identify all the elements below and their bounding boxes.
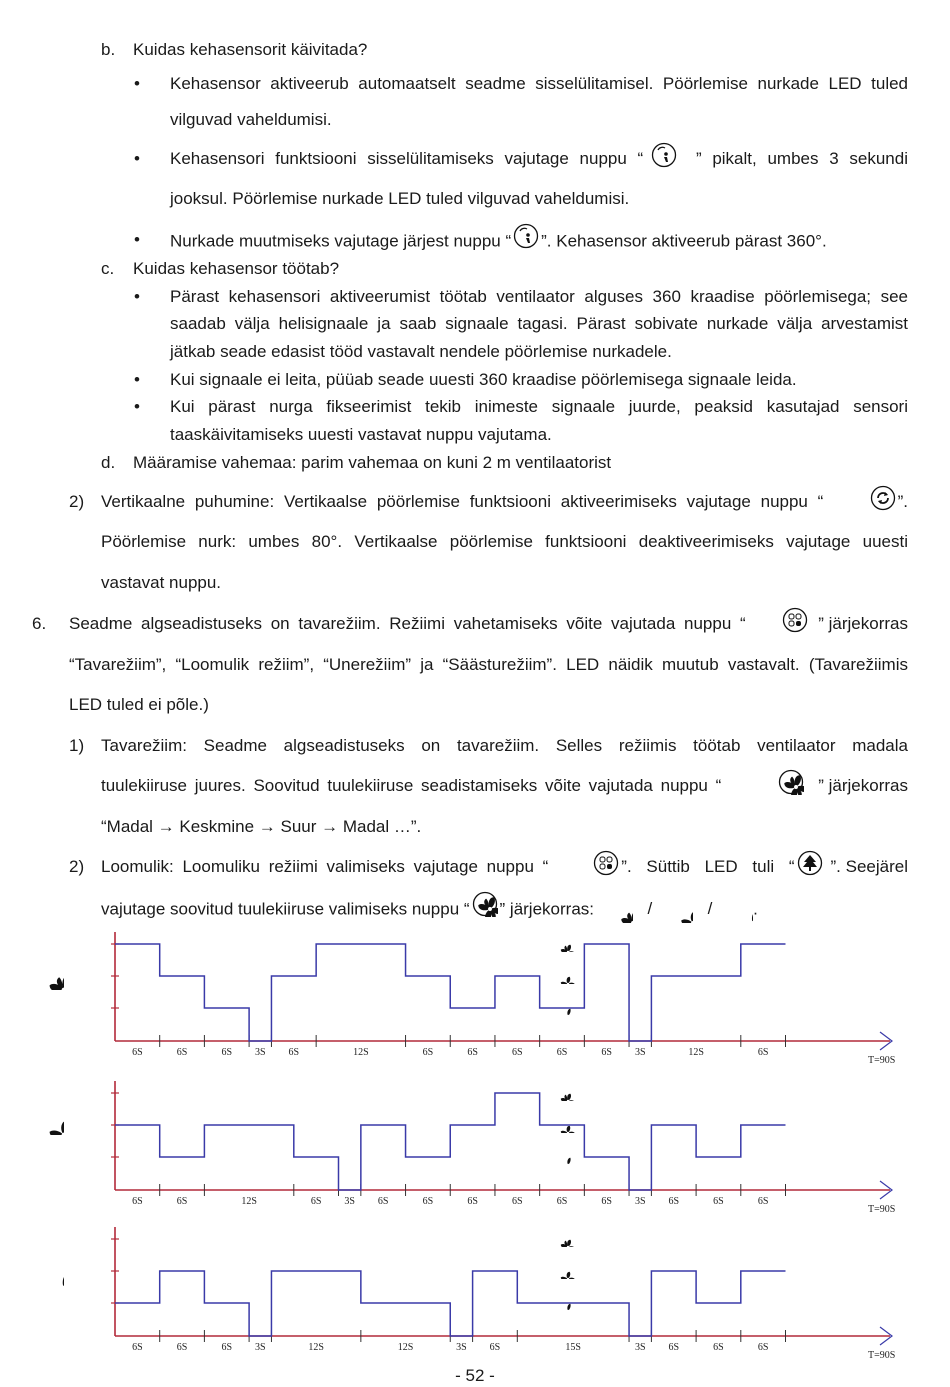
- segment-label: 6S: [601, 1196, 612, 1207]
- bullet: •: [134, 287, 140, 306]
- step-series: [115, 1093, 786, 1190]
- segment-label: 6S: [176, 1342, 188, 1353]
- segment-label: 6S: [601, 1047, 612, 1058]
- fan-low-icon: [561, 1009, 574, 1022]
- bullet: •: [134, 397, 140, 416]
- segment-label: 6S: [132, 1342, 143, 1353]
- s6-pre: Seadme algseadistuseks on tavarežiim. Režiimi vahetamiseks võite vajutada nuppu “: [69, 614, 746, 633]
- fan-high-icon: [561, 1094, 575, 1108]
- normal-post: ” järjekorras: [818, 776, 908, 795]
- item-d-label: d.: [101, 453, 116, 472]
- s6-rest: [780, 613, 908, 639]
- section-6-label: 6.: [32, 614, 47, 633]
- segment-label: 6S: [512, 1196, 523, 1207]
- chart-low-mode: [0, 1218, 950, 1364]
- natural2-post: ” järjekorras:: [499, 899, 594, 919]
- b2-line2: jooksul. Pöörlemise nurkade LED tuled vilguvad vaheldumisi.: [170, 189, 630, 208]
- segment-label: 6S: [668, 1342, 680, 1353]
- fan-speed-button-icon: [472, 891, 498, 917]
- chart-low-svg: [0, 1218, 950, 1364]
- vertical-pre: Vertikaalne puhumine: Vertikaalse pöörlemise funktsiooni aktiveerimiseks vajutage nuppu “: [101, 492, 824, 511]
- segment-label: 6S: [757, 1047, 769, 1058]
- natural-mid: ”. Süttib LED tuli “: [621, 857, 795, 876]
- natural-label: 2): [69, 857, 85, 876]
- bullet: •: [134, 370, 140, 389]
- item-d-text: Määramise vahemaa: parim vahemaa on kuni 2 m ventilaatorist: [133, 453, 612, 472]
- section-6-line1: [69, 613, 908, 639]
- segment-label: 3S: [634, 1196, 646, 1207]
- c3-line1: Kui pärast nurga fikseerimist tekib inimeste signaale juurde, peaksid kasutajad sensori: [170, 397, 908, 416]
- b2-pre: Kehasensori funktsiooni sisselülitamiseks vajutage nuppu “: [170, 149, 644, 168]
- b3-pre: Nurkade muutmiseks vajutage järjest nuppu “: [170, 231, 512, 251]
- segment-label: 6S: [467, 1047, 478, 1058]
- chart-high-svg: [0, 920, 950, 1068]
- c1-line1: Pärast kehasensori aktiveerumist töötab ventilaator alguses 360 kraadise pöörlemisega; see: [170, 287, 908, 306]
- fan-speed-button-icon: [778, 769, 804, 795]
- page-number: - 52 -: [455, 1366, 495, 1385]
- bullet: •: [134, 149, 140, 168]
- chart-medium-svg: [0, 1068, 950, 1218]
- segment-label: 6S: [132, 1196, 143, 1207]
- natural-mid-wrap: [591, 856, 908, 882]
- b3-line: [170, 229, 827, 255]
- segment-label: 6S: [176, 1196, 188, 1207]
- section-6-line3: LED tuled ei põle.): [69, 695, 209, 714]
- natural-line1: [101, 856, 908, 882]
- chart-medium-mode: [0, 1068, 950, 1218]
- item-b-label: b.: [101, 40, 116, 59]
- end-time-label: T=90S: [868, 1350, 896, 1361]
- b3-post: ”. Kehasensor aktiveerub pärast 360°.: [541, 231, 827, 251]
- natural2-pre: vajutage soovitud tuulekiiruse valimiseks nuppu “: [101, 899, 470, 919]
- swing-button-icon: [870, 485, 896, 511]
- fan-high-icon: [561, 945, 575, 959]
- fan-medium-icon: [561, 977, 575, 991]
- fan-medium-icon: [561, 1126, 575, 1140]
- b2-post: ” pikalt, umbes 3 sekundi: [695, 149, 908, 168]
- c3-line2: taaskäivitamiseks uuesti vastavat nuppu vajutama.: [170, 425, 552, 444]
- segment-label: 6S: [288, 1047, 300, 1058]
- b1-line1: Kehasensor aktiveerub automaatselt seadme sisselülitamisel. Pöörlemise nurkade LED tuled: [170, 74, 908, 93]
- normal-pre: tuulekiiruse juures. Soovitud tuulekiiruse seadistamiseks võite vajutada nuppu “: [101, 776, 722, 795]
- vertical-label: 2): [69, 492, 85, 511]
- segment-label: 3S: [634, 1047, 646, 1058]
- segment-label: 6S: [221, 1342, 233, 1353]
- segment-label: 6S: [422, 1196, 434, 1207]
- segment-label: 12S: [397, 1342, 414, 1353]
- segment-label: 6S: [668, 1196, 680, 1207]
- segment-label: 3S: [254, 1047, 266, 1058]
- segment-label: 6S: [556, 1047, 568, 1058]
- body-sensor-button-icon: [651, 142, 677, 168]
- segment-label: 6S: [221, 1047, 233, 1058]
- period: .: [753, 899, 758, 919]
- fan-low-icon: [561, 1158, 574, 1171]
- section-6-line2: “Tavarežiim”, “Loomulik režiim”, “Unerežiim” ja “Säästurežiim”. LED näidik muutub vastavalt. (Tavarežiimis: [69, 655, 908, 674]
- vertical-line3: vastavat nuppu.: [101, 573, 222, 592]
- c1-line2: saadab välja helisignaale ja saab signaale tagasi. Pärast sobivate nurkade välja arvestamist: [170, 314, 908, 333]
- vertical-icon-wrap: [868, 491, 908, 517]
- segment-label: 12S: [308, 1342, 324, 1353]
- segment-label: 6S: [489, 1342, 501, 1353]
- item-c-title: Kuidas kehasensor töötab?: [133, 259, 340, 278]
- segment-label: 12S: [688, 1047, 704, 1058]
- bullet: •: [134, 74, 140, 93]
- normal-rest: [776, 775, 908, 801]
- mode-button-icon: [593, 850, 619, 876]
- step-series: [115, 944, 786, 1041]
- vertical-line2: Pöörlemise nurk: umbes 80°. Vertikaalse pöörlemise funktsiooni deaktiveerimiseks vajutage uuesti: [101, 532, 908, 551]
- item-b-title: Kuidas kehasensorit käivitada?: [133, 40, 368, 59]
- fan-high-icon: [561, 1240, 575, 1254]
- normal-line2: [101, 775, 908, 801]
- end-time-label: T=90S: [868, 1055, 896, 1066]
- segment-label: 6S: [310, 1196, 322, 1207]
- segment-label: 6S: [132, 1047, 143, 1058]
- body-sensor-button-icon: [513, 223, 539, 249]
- vertical-post: ”.: [897, 492, 908, 511]
- segment-label: 6S: [757, 1196, 769, 1207]
- slash: /: [707, 899, 713, 919]
- segment-label: 3S: [344, 1196, 355, 1207]
- segment-label: 3S: [456, 1342, 467, 1353]
- natural-led-icon: [797, 850, 823, 876]
- normal-line1: Tavarežiim: Seadme algseadistuseks on tavarežiim. Selles režiimis töötab ventilaator madala: [101, 736, 908, 755]
- segment-label: 12S: [353, 1047, 369, 1058]
- c2-line1: Kui signaale ei leita, püüab seade uuesti 360 kraadise pöörlemisega signaale leida.: [170, 370, 797, 389]
- normal-label: 1): [69, 736, 85, 755]
- slash: /: [647, 899, 653, 919]
- mode-button-icon: [782, 607, 808, 633]
- segment-label: 3S: [634, 1342, 646, 1353]
- item-c-label: c.: [101, 259, 115, 278]
- segment-label: 6S: [467, 1196, 478, 1207]
- fan-medium-icon: [561, 1272, 575, 1286]
- s6-post: ” järjekorras: [818, 614, 908, 633]
- segment-label: 3S: [254, 1342, 266, 1353]
- natural-post: ”. Seejärel: [830, 857, 908, 876]
- segment-label: 6S: [713, 1342, 724, 1353]
- segment-label: 6S: [713, 1196, 724, 1207]
- segment-label: 6S: [556, 1196, 568, 1207]
- bullet: •: [134, 230, 140, 249]
- normal-line3: “Madal → Keskmine → Suur → Madal …”.: [101, 817, 422, 836]
- segment-label: 15S: [565, 1342, 581, 1353]
- b1-line2: vilguvad vaheldumisi.: [170, 110, 332, 129]
- segment-label: 6S: [422, 1047, 434, 1058]
- vertical-line1: [101, 491, 908, 517]
- segment-label: 6S: [512, 1047, 523, 1058]
- chart-high-mode: [0, 920, 950, 1068]
- segment-label: 6S: [757, 1342, 769, 1353]
- segment-label: 12S: [241, 1196, 257, 1207]
- c1-line3: jätkab seade edasist tööd vastavalt nendele pöörlemise nurkadele.: [170, 342, 672, 361]
- end-time-label: T=90S: [868, 1204, 896, 1215]
- b2-line1: [170, 148, 908, 174]
- segment-label: 6S: [377, 1196, 389, 1207]
- natural-pre: Loomulik: Loomuliku režiimi valimiseks vajutage nuppu “: [101, 857, 549, 876]
- fan-low-icon: [561, 1304, 574, 1317]
- step-series: [115, 1271, 786, 1336]
- segment-label: 6S: [176, 1047, 188, 1058]
